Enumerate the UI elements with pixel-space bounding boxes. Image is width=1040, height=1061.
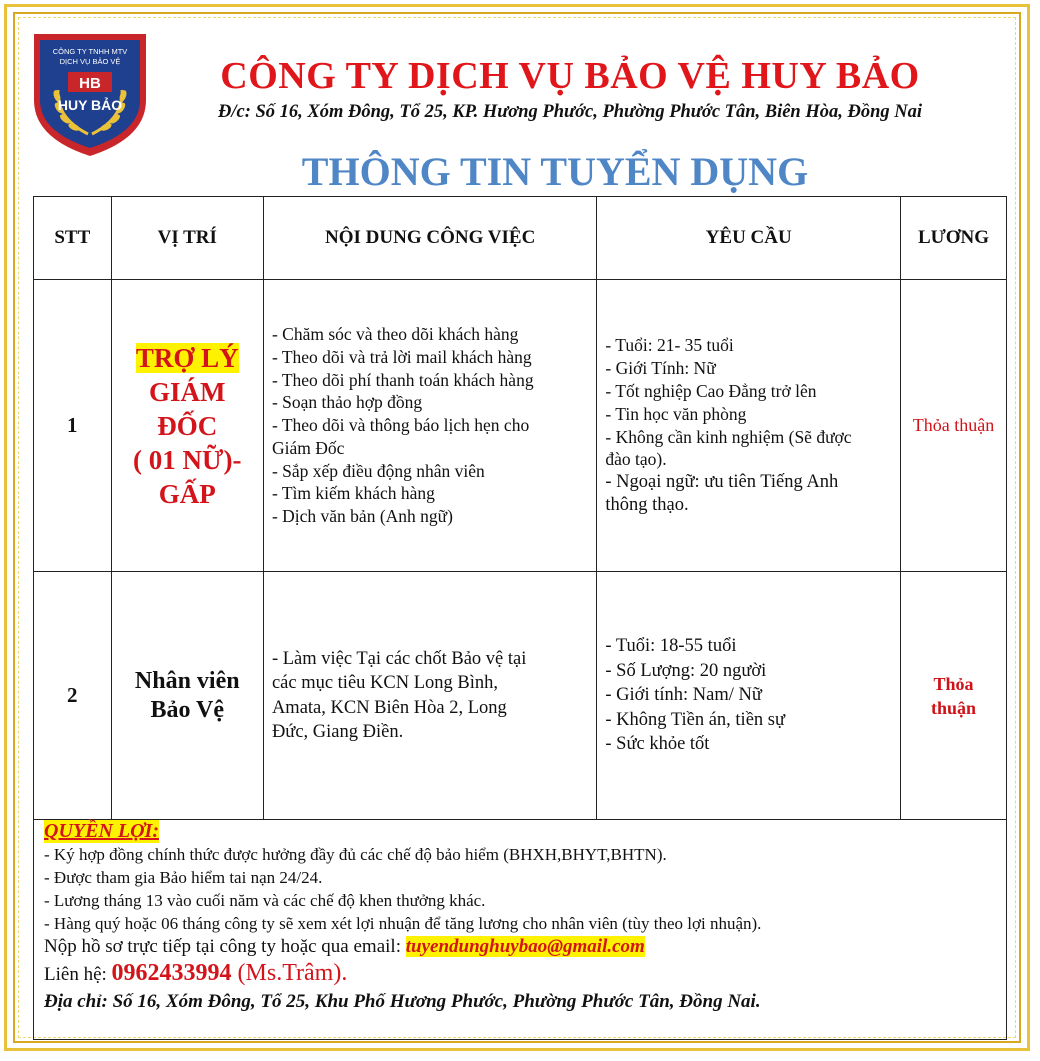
table-row [34,572,1007,820]
content-line: Đức, Giang Điền. [271,722,404,742]
position-line: Bảo Vệ [150,696,225,723]
company-name: CÔNG TY DỊCH VỤ BẢO VỆ HUY BẢO [220,55,920,97]
benefit-item: - Hàng quý hoặc 06 tháng công ty sẽ xem xét lợi nhuận để tăng lương cho nhân viên (tùy theo lợi nhuận). [44,914,762,933]
content-line: - Sắp xếp điều động nhân viên [271,460,485,481]
benefit-item: - Được tham gia Bảo hiểm tai nạn 24/24. [44,868,323,887]
row-stt: 2 [34,572,112,820]
logo-top-text-2: DỊCH VỤ BẢO VỆ [59,57,121,66]
requirement-line: - Tốt nghiệp Cao Đẳng trở lên [605,380,817,401]
position-line: GIÁM [149,376,226,407]
requirement-line: thông thạo. [605,494,689,515]
table-header-row [34,197,1007,280]
header-salary: LƯƠNG [900,197,1006,280]
requirement-line: - Giới tính: Nam/ Nữ [605,685,762,706]
logo-name: HUY BẢO [57,97,123,113]
row-requirements [597,280,901,572]
requirement-line: - Không Tiền án, tiền sự [605,709,786,730]
jobs-table [33,196,1007,820]
content-line: Giám Đốc [271,437,345,458]
apply-line [44,935,996,958]
apply-text: Nộp hồ sơ trực tiếp tại công ty hoặc qua email: [44,936,406,957]
requirement-line: - Ngoại ngữ: ưu tiên Tiếng Anh [605,472,839,493]
requirement-line: đào tạo). [605,449,667,470]
header-position: VỊ TRÍ [111,197,263,280]
requirement-line: - Giới Tính: Nữ [605,358,716,379]
email-link[interactable]: tuyendunghuybao@gmail.com [405,936,645,957]
contact-name: (Ms.Trâm). [231,960,348,986]
logo-monogram: HB [79,75,101,92]
company-address: Đ/c: Số 16, Xóm Đông, Tổ 25, KP. Hương Phước, Phường Phước Tân, Biên Hòa, Đồng Nai [217,102,923,122]
page-title: THÔNG TIN TUYỂN DỤNG [301,149,809,194]
content-line: - Làm việc Tại các chốt Bảo vệ tại [271,648,527,669]
row-salary: Thỏa thuận [900,280,1006,572]
position-line: ĐỐC [157,410,218,441]
requirement-line: - Tuổi: 18-55 tuổi [605,636,737,657]
benefit-item: - Lương tháng 13 vào cuối năm và các chế độ khen thưởng khác. [44,891,486,910]
table-row [34,280,1007,572]
position-line: ( 01 NỮ)- [133,444,242,475]
header-requirements: YÊU CẦU [597,197,901,280]
content-line: các mục tiêu KCN Long Bình, [271,673,499,693]
content-line: - Theo dõi và thông báo lịch hẹn cho [271,415,530,436]
header-content: NỘI DUNG CÔNG VIỆC [263,197,596,280]
requirement-line: - Sức khỏe tốt [605,734,710,755]
requirement-line: - Tin học văn phòng [605,403,747,424]
benefits-title: QUYỀN LỢI: [44,820,159,842]
row-requirements [597,572,901,820]
position-line: TRỢ LÝ [135,342,239,373]
content-line: - Chăm sóc và theo dõi khách hàng [271,323,519,344]
requirement-line: - Số Lượng: 20 người [605,660,767,681]
company-logo [30,30,150,158]
logo-top-text-1: CÔNG TY TNHH MTV [52,47,128,56]
content-line: - Theo dõi và trả lời mail khách hàng [271,346,532,367]
row-position [111,280,263,572]
phone-number[interactable]: 0962433994 [111,960,232,986]
header-stt: STT [34,197,112,280]
contact-label: Liên hệ: [44,964,112,985]
content-line: - Theo dõi phí thanh toán khách hàng [271,369,534,390]
requirement-line: - Tuổi: 21- 35 tuổi [605,335,734,356]
row-content [263,572,596,820]
content-line: - Dịch văn bản (Anh ngữ) [271,506,453,527]
row-position [111,572,263,820]
row-salary: Thỏa thuận [900,572,1006,820]
contact-line [44,958,996,990]
content-line: - Soạn thảo hợp đồng [271,392,423,413]
requirement-line: - Không cần kinh nghiệm (Sẽ được [605,426,852,447]
benefit-item: - Ký hợp đồng chính thức được hưởng đầy đủ các chế độ bảo hiểm (BHXH,BHYT,BHTN). [44,845,667,864]
final-address: Địa chỉ: Số 16, Xóm Đông, Tổ 25, Khu Phố Hương Phước, Phường Phước Tân, Đồng Nai. [44,991,761,1012]
position-line: GẤP [158,478,216,509]
content-line: - Tìm kiếm khách hàng [271,483,435,504]
row-stt: 1 [34,280,112,572]
benefits-section [33,818,1007,1040]
row-content [263,280,596,572]
position-line: Nhân viên [134,667,240,694]
content-line: Amata, KCN Biên Hòa 2, Long [271,697,507,718]
